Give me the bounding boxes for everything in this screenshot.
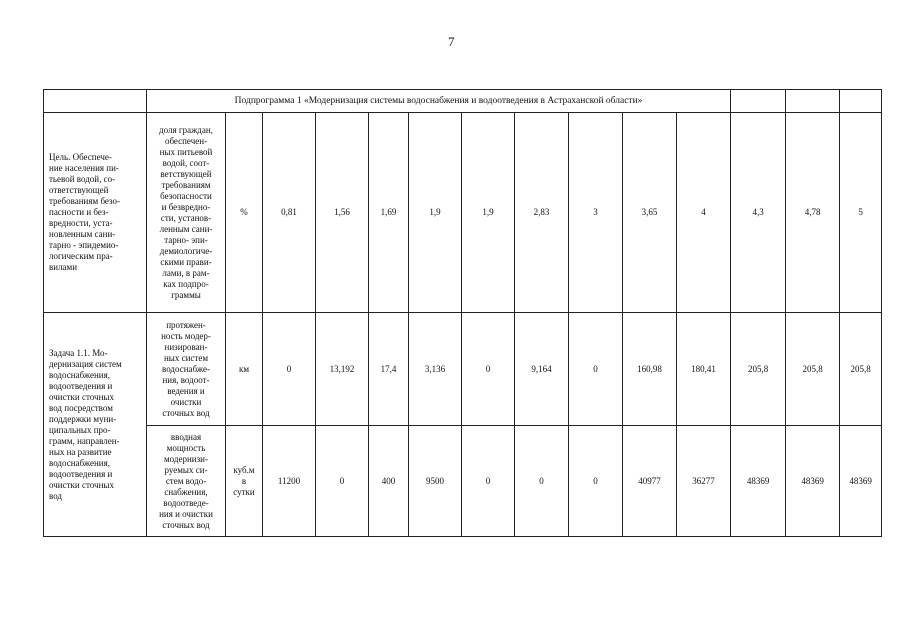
value-cell: 205,8 [786,313,840,426]
value-cell: 48369 [840,426,882,537]
indicator-name: доля граждан, обеспечен- ных питьевой водой, соот- ветствующей требованиям безопасности и безвредно- сти, установ- ленным сани- тарно- эпи- демиологиче- скими прави- лами, в рам- ках подпро- граммы [147,113,226,313]
indicator-name: протяжен- ность модер- низирован- ных систем водоснабже- ния, водоот- ведения и очистки сточных вод [147,313,226,426]
value-cell: 4,3 [731,113,786,313]
value-cell: 11200 [263,426,316,537]
value-cell: 4,78 [786,113,840,313]
subprogram-title: Подпрограмма 1 «Модернизация системы водоснабжения и водоотведения в Астраханской области» [147,90,731,113]
page-number: 7 [448,34,455,49]
value-cell: 9500 [409,426,462,537]
header-blank-cell [840,90,882,113]
value-cell: 160,98 [623,313,677,426]
value-cell: 180,41 [677,313,731,426]
goal-label: Цель. Обеспече- ние населения пи- тьевой водой, со- ответствующей требованиям безо- пасности и без- вредности, уста- новленным сани- тарно - эпидемио- логическим пра- вилами [44,113,147,313]
task-label: Задача 1.1. Мо- дернизация систем водоснабжения, водоотведения и очистки сточных вод посредством поддержки муни- ципальных про- грамм, направлен- ных на развитие водоснабжения, водоотведения и очистки сточных вод [44,313,147,537]
value-cell: 9,164 [515,313,569,426]
value-cell: 5 [840,113,882,313]
value-cell: 1,9 [462,113,515,313]
value-cell: 4 [677,113,731,313]
value-cell: 0 [462,426,515,537]
indicators-table [43,89,882,537]
value-cell: 0 [569,426,623,537]
header-blank-cell [44,90,147,113]
value-cell: 0 [569,313,623,426]
value-cell: 205,8 [840,313,882,426]
value-cell: 205,8 [731,313,786,426]
value-cell: 0 [263,313,316,426]
value-cell: 48369 [786,426,840,537]
unit-cell: % [226,113,263,313]
indicator-name: вводная мощность модернизи- руемых си- стем водо- снабжения, водоотведе- ния и очистки сточных вод [147,426,226,537]
value-cell: 36277 [677,426,731,537]
value-cell: 17,4 [369,313,409,426]
value-cell: 1,56 [316,113,369,313]
value-cell: 2,83 [515,113,569,313]
value-cell: 1,9 [409,113,462,313]
value-cell: 13,192 [316,313,369,426]
unit-cell: км [226,313,263,426]
value-cell: 0,81 [263,113,316,313]
header-blank-cell [786,90,840,113]
value-cell: 0 [515,426,569,537]
unit-cell: куб.м в сутки [226,426,263,537]
header-blank-cell [731,90,786,113]
table-row [44,426,882,537]
table-row [44,313,882,426]
table-row [44,113,882,313]
value-cell: 3 [569,113,623,313]
value-cell: 0 [316,426,369,537]
value-cell: 48369 [731,426,786,537]
value-cell: 3,136 [409,313,462,426]
value-cell: 40977 [623,426,677,537]
value-cell: 1,69 [369,113,409,313]
subprogram-header-row [44,90,882,113]
value-cell: 400 [369,426,409,537]
value-cell: 3,65 [623,113,677,313]
value-cell: 0 [462,313,515,426]
